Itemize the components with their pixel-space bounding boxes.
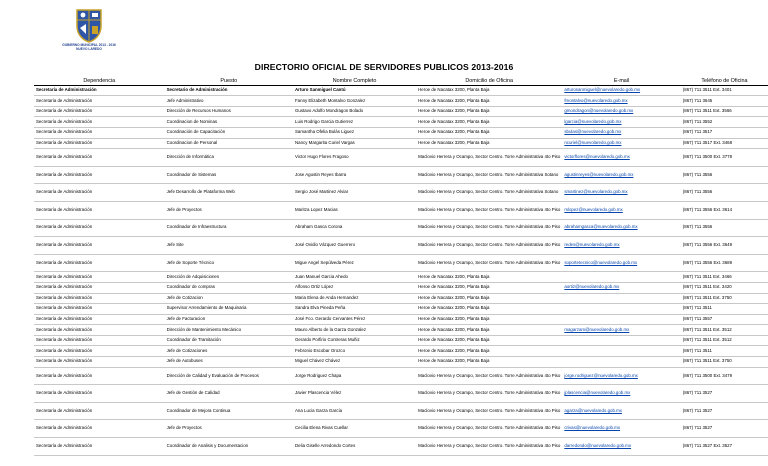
email-link[interactable]: agustinreyes@nuevolaredo.gob.mx xyxy=(562,166,680,184)
email-link[interactable]: soportetecnico@nuevolaredo.gob.mx xyxy=(562,254,680,272)
puesto-cell: Coordinador de compras xyxy=(165,282,293,293)
dependencia-cell: Secretaría de Administración xyxy=(34,149,165,167)
nombre-cell: José Fco. Gerardo Cervantes Pérez xyxy=(293,314,416,325)
email-link[interactable]: smartinez@nuevolaredo.gob.mx xyxy=(562,184,680,202)
table-row xyxy=(34,402,768,420)
domicilio-cell: Heroe de Nacatax 3200, Planta Baja xyxy=(416,127,562,138)
email-link[interactable]: abrahamgasca@nuevolaredo.gob.mx xyxy=(562,219,680,237)
email-link xyxy=(562,357,680,368)
dependencia-cell: Secretaría de Administración xyxy=(34,272,165,283)
nombre-cell: Migue Angel Sepúlveda Pérez xyxy=(293,254,416,272)
nombre-cell: Maria Elena de Anda Hernandez xyxy=(293,293,416,304)
telefono-cell: (867) 711 3556 xyxy=(681,219,768,237)
dependencia-cell: Secretaría de Administración xyxy=(34,96,165,107)
puesto-cell: Jefe de Cotizaciones xyxy=(165,346,293,357)
telefono-cell: (867) 711 3511 Ext. 3401 xyxy=(681,85,768,96)
page-title: DIRECTORIO OFICIAL DE SERVIDORES PUBLICOS 2013-2016 xyxy=(254,62,514,72)
email-link[interactable]: jorge.rodriguez@nuevolaredo.gob.mx xyxy=(562,367,680,385)
table-row xyxy=(34,420,768,438)
dependencia-cell: Secretaría de Administración xyxy=(34,85,165,96)
telefono-cell: (867) 711 3556 Ext. 3614 xyxy=(681,201,768,219)
email-link[interactable]: jplascencia@nuevolaredo.gob.mx xyxy=(562,385,680,403)
email-link[interactable]: fmontalvo@nuevolaredo.gob.mx xyxy=(562,96,680,107)
telefono-cell: (867) 711 3511 Ext. 3512 xyxy=(681,325,768,336)
dependencia-cell: Secretaría de Administración xyxy=(34,438,165,456)
email-link xyxy=(562,335,680,346)
nombre-cell: José Ovidio Vázquez Guerrero xyxy=(293,237,416,255)
telefono-cell: (867) 711 3511 Ext. 3750 xyxy=(681,357,768,368)
table-row xyxy=(34,117,768,128)
header-row xyxy=(34,78,768,85)
telefono-cell: (867) 711 3556 xyxy=(681,184,768,202)
dependencia-cell: Secretaría de Administración xyxy=(34,335,165,346)
domicilio-cell: Maclovio Herrera y Ocampo, Sector Centro. Torre Administrativa 4to Piso xyxy=(416,219,562,237)
telefono-cell: (867) 711 3500 Ext. 3778 xyxy=(681,149,768,167)
puesto-cell: Coordinador de Sistemas xyxy=(165,166,293,184)
table-row xyxy=(34,85,768,96)
puesto-cell: Dirección de Calidad y Evaluación de Procesos xyxy=(165,367,293,385)
table-row xyxy=(34,184,768,202)
telefono-cell: (867) 711 3511 Ext. 3566 xyxy=(681,106,768,117)
domicilio-cell: Heroe de Nacatax 3200, Planta Baja xyxy=(416,325,562,336)
nombre-cell: Samantha Ofelia Bulás Liguez xyxy=(293,127,416,138)
table-row xyxy=(34,272,768,283)
dependencia-cell: Secretaría de Administración xyxy=(34,314,165,325)
puesto-cell: Coordinacion de Nominas xyxy=(165,117,293,128)
dependencia-cell: Secretaría de Administración xyxy=(34,282,165,293)
nombre-cell: Delia Giselle Arredondo Cortes xyxy=(293,438,416,456)
email-link[interactable]: victorflores@nuevolaredo.gob.mx xyxy=(562,149,680,167)
telefono-cell: (867) 711 3511 Ext. 3466 xyxy=(681,272,768,283)
table-row xyxy=(34,282,768,293)
nombre-cell: Juan Manuel Garcia Ahedo xyxy=(293,272,416,283)
dependencia-cell: Secretaría de Administración xyxy=(34,184,165,202)
domicilio-cell: Maclovio Herrera y Ocampo, Sector Centro. Torre Administrativa 4to Piso xyxy=(416,254,562,272)
table-row xyxy=(34,335,768,346)
puesto-cell: Coordinacion de Personal xyxy=(165,138,293,149)
nombre-cell: Fanny Elizabeth Montalvo Gonzalez xyxy=(293,96,416,107)
domicilio-cell: Heroe de Nacatax 3200, Planta Baja xyxy=(416,138,562,149)
table-row xyxy=(34,149,768,167)
domicilio-cell: Heroe de Nacatax 3200, Planta Baja xyxy=(416,304,562,315)
dependencia-cell: Secretaría de Administración xyxy=(34,106,165,117)
email-link[interactable]: lgarcia@nuevolaredo.gob.mx xyxy=(562,117,680,128)
telefono-cell: (867) 711 3552 xyxy=(681,117,768,128)
puesto-cell: Jefe de Proyectos xyxy=(165,420,293,438)
directory-table xyxy=(34,78,768,456)
email-link[interactable]: redes@nuevolaredo.gob.mx xyxy=(562,237,680,255)
city-logo xyxy=(62,8,116,58)
table-body xyxy=(34,85,768,455)
telefono-cell: (867) 711 3527 xyxy=(681,385,768,403)
city-seal-icon xyxy=(74,8,104,44)
telefono-cell: (867) 711 3527 Ext. 3527 xyxy=(681,438,768,456)
puesto-cell: Dirección de Informática xyxy=(165,149,293,167)
nombre-cell: Sandra Elva Pineda Peña xyxy=(293,304,416,315)
telefono-cell: (867) 711 3511 Ext. 3512 xyxy=(681,335,768,346)
puesto-cell: Jefe Desarrollo de Plataforma Web xyxy=(165,184,293,202)
email-link[interactable]: sbulas@nuevolaredo.gob.mx xyxy=(562,127,680,138)
puesto-cell: Dirección de Recursos Humanos xyxy=(165,106,293,117)
dependencia-cell: Secretaría de Administración xyxy=(34,385,165,403)
table-row xyxy=(34,304,768,315)
telefono-cell: (867) 711 3645 xyxy=(681,96,768,107)
nombre-cell: Luis Rodrigo Garcia Gutierrez xyxy=(293,117,416,128)
table-row xyxy=(34,138,768,149)
puesto-cell: Secretario de Administración xyxy=(165,85,293,96)
telefono-cell: (867) 711 3511 xyxy=(681,304,768,315)
table-row xyxy=(34,96,768,107)
domicilio-cell: Heroe de Nacatax 3200, Planta Baja xyxy=(416,117,562,128)
puesto-cell: Coordinador de Analisis y Documentacion xyxy=(165,438,293,456)
telefono-cell: (867) 711 3500 Ext. 3479 xyxy=(681,367,768,385)
telefono-cell: (867) 711 3517 Ext. 3468 xyxy=(681,138,768,149)
dependencia-cell: Secretaría de Administración xyxy=(34,420,165,438)
dependencia-cell: Secretaría de Administración xyxy=(34,254,165,272)
puesto-cell: Coordinador de Tramitación xyxy=(165,335,293,346)
puesto-cell: Jefe de Soporte Técnico xyxy=(165,254,293,272)
table-row xyxy=(34,237,768,255)
nombre-cell: Cecilia Elena Rivas Cuellar xyxy=(293,420,416,438)
dependencia-cell: Secretaría de Administración xyxy=(34,402,165,420)
domicilio-cell: Maclovio Herrera y Ocampo, Sector Centro. Torre Administrativa 4to Piso xyxy=(416,367,562,385)
nombre-cell: Victor Hugo Flores Fragoso xyxy=(293,149,416,167)
domicilio-cell: Maclovio Herrera y Ocampo, Sector Centro. Torre Administrativa Sotano xyxy=(416,166,562,184)
column-header-telefono: Teléfono de Oficina xyxy=(681,78,768,85)
domicilio-cell: Maclovio Herrera y Ocampo, Sector Centro. Torre Administrativa 4to Piso xyxy=(416,149,562,167)
nombre-cell: Alfonso Ortiz López xyxy=(293,282,416,293)
telefono-cell: (867) 711 3527 xyxy=(681,420,768,438)
dependencia-cell: Secretaría de Administración xyxy=(34,166,165,184)
puesto-cell: Coordinador de Mejora Continua xyxy=(165,402,293,420)
dependencia-cell: Secretaría de Administración xyxy=(34,117,165,128)
table-row xyxy=(34,367,768,385)
table-row xyxy=(34,106,768,117)
puesto-cell: Dirección de Mantenimiento Mecánico xyxy=(165,325,293,336)
logo-text-line2: NUEVO LAREDO xyxy=(76,46,102,51)
nombre-cell: Abraham Gasca Corona xyxy=(293,219,416,237)
domicilio-cell: Heroe de Nacatax 3200, Planta Baja xyxy=(416,335,562,346)
domicilio-cell: Heroe de Nacatax 3200, Planta Baja xyxy=(416,282,562,293)
domicilio-cell: Maclovio Herrera y Ocampo, Sector Centro. Torre Administrativa 4to Piso xyxy=(416,438,562,456)
nombre-cell: Ana Lucia Garza García xyxy=(293,402,416,420)
table-row xyxy=(34,314,768,325)
puesto-cell: Supervisor Arrendamiento de Maquinaria xyxy=(165,304,293,315)
table-header xyxy=(34,78,768,85)
puesto-cell: Jefe de Gestión de Calidad xyxy=(165,385,293,403)
puesto-cell: Dirección de Adquisiciones xyxy=(165,272,293,283)
domicilio-cell: Maclovio Herrera y Ocampo, Sector Centro. Torre Administrativa 4to Piso xyxy=(416,385,562,403)
dependencia-cell: Secretaría de Administración xyxy=(34,367,165,385)
domicilio-cell: Heroe de Nacatax 3200, Planta Baja xyxy=(416,346,562,357)
table-row xyxy=(34,357,768,368)
dependencia-cell: Secretaría de Administración xyxy=(34,219,165,237)
table-row xyxy=(34,254,768,272)
column-header-puesto: Puesto xyxy=(165,78,293,85)
nombre-cell: Jorge Rodriguez Chapa xyxy=(293,367,416,385)
domicilio-cell: Heroe de Nacatax 3200, Planta Baja xyxy=(416,357,562,368)
dependencia-cell: Secretaría de Administración xyxy=(34,138,165,149)
domicilio-cell: Maclovio Herrera y Ocampo, Sector Centro. Torre Administrativa Sotano xyxy=(416,184,562,202)
email-link[interactable]: gmondragon@nuevolaredo.gob.mx xyxy=(562,106,680,117)
puesto-cell: Jefe de Facturacion xyxy=(165,314,293,325)
telefono-cell: (867) 711 3517 xyxy=(681,127,768,138)
table-row xyxy=(34,438,768,456)
nombre-cell: Maritza Lopez Macias xyxy=(293,201,416,219)
nombre-cell: Nancy Margarita Curiel Vargas xyxy=(293,138,416,149)
email-link xyxy=(562,304,680,315)
table-row xyxy=(34,219,768,237)
nombre-cell: Gustavo Adolfo Mondragon Bolado xyxy=(293,106,416,117)
email-link[interactable]: magarzam@nuevolaredo.gob.mx xyxy=(562,325,680,336)
email-link[interactable]: arturosanmiguel@nuevolaredo.gob.mx xyxy=(562,85,680,96)
table-row xyxy=(34,293,768,304)
email-link xyxy=(562,272,680,283)
column-header-email: E-mail xyxy=(562,78,680,85)
column-header-domicilio: Domicilio de Oficina xyxy=(416,78,562,85)
nombre-cell: Gerardo Porfirio Contreras Muñiz xyxy=(293,335,416,346)
telefono-cell: (867) 711 3511 xyxy=(681,346,768,357)
nombre-cell: Mauro Alberto de la Garza Gonzalez xyxy=(293,325,416,336)
domicilio-cell: Maclovio Herrera y Ocampo, Sector Centro. Torre Administrativa 4to Piso xyxy=(416,420,562,438)
table-row xyxy=(34,346,768,357)
telefono-cell: (867) 711 3527 xyxy=(681,402,768,420)
telefono-cell: (867) 711 3556 Ext. 3649 xyxy=(681,237,768,255)
puesto-cell: Jefe de Cotizacion xyxy=(165,293,293,304)
column-header-dependencia: Dependencia xyxy=(34,78,165,85)
table-row xyxy=(34,201,768,219)
column-header-nombre: Nombre Completo xyxy=(293,78,416,85)
nombre-cell: Javier Plascencia Vélez xyxy=(293,385,416,403)
telefono-cell: (867) 711 3511 Ext. 3750 xyxy=(681,293,768,304)
dependencia-cell: Secretaría de Administración xyxy=(34,346,165,357)
table-row xyxy=(34,385,768,403)
table-row xyxy=(34,166,768,184)
dependencia-cell: Secretaría de Administración xyxy=(34,127,165,138)
nombre-cell: Febronio Escobar Orozco xyxy=(293,346,416,357)
telefono-cell: (867) 711 3511 Ext. 3420 xyxy=(681,282,768,293)
puesto-cell: Coordinación de Capacitación xyxy=(165,127,293,138)
nombre-cell: Arturo Sanmiguel Cantú xyxy=(293,85,416,96)
domicilio-cell: Heroe de Nacatax 3200, Planta Baja xyxy=(416,272,562,283)
telefono-cell: (867) 711 3557 xyxy=(681,314,768,325)
nombre-cell: Jose Agustin Reyes Ibarra xyxy=(293,166,416,184)
puesto-cell: Jefe Administrativo xyxy=(165,96,293,107)
dependencia-cell: Secretaría de Administración xyxy=(34,237,165,255)
email-link[interactable]: agarza@nuevolaredo.gob.mx xyxy=(562,402,680,420)
domicilio-cell: Heroe de Nacatax 3200, Planta Baja xyxy=(416,106,562,117)
puesto-cell: Coordinador de Infraestructura xyxy=(165,219,293,237)
puesto-cell: Jefe de Autobuses xyxy=(165,357,293,368)
nombre-cell: Sergio José Martinez Alviar xyxy=(293,184,416,202)
domicilio-cell: Heroe de Nacatax 3200, Planta Baja xyxy=(416,96,562,107)
domicilio-cell: Heroe de Nacatax 3200, Planta Baja xyxy=(416,314,562,325)
dependencia-cell: Secretaría de Administración xyxy=(34,201,165,219)
nombre-cell: Miguel Chávez Chávez xyxy=(293,357,416,368)
dependencia-cell: Secretaría de Administración xyxy=(34,304,165,315)
puesto-cell: Jefe Site xyxy=(165,237,293,255)
email-link xyxy=(562,314,680,325)
domicilio-cell: Heroe de Nacatax 3200, Planta Baja xyxy=(416,293,562,304)
email-link[interactable]: ncuriel@nuevolaredo.gob.mx xyxy=(562,138,680,149)
email-link[interactable]: darredondo@nuevolaredo.gob.mx xyxy=(562,438,680,456)
domicilio-cell: Maclovio Herrera y Ocampo, Sector Centro. Torre Administrativa 4to Piso xyxy=(416,402,562,420)
dependencia-cell: Secretaría de Administración xyxy=(34,325,165,336)
table-row xyxy=(34,325,768,336)
email-link xyxy=(562,346,680,357)
email-link xyxy=(562,293,680,304)
telefono-cell: (867) 711 3556 Ext. 3689 xyxy=(681,254,768,272)
email-link[interactable]: mlopez@nuevolaredo.gob.mx xyxy=(562,201,680,219)
telefono-cell: (867) 711 3556 xyxy=(681,166,768,184)
puesto-cell: Jefe de Proyectos xyxy=(165,201,293,219)
domicilio-cell: Maclovio Herrera y Ocampo, Sector Centro. Torre Administrativa 4to Piso xyxy=(416,237,562,255)
email-link[interactable]: aortiz@nuevolaredo.gob.mx xyxy=(562,282,680,293)
table-row xyxy=(34,127,768,138)
dependencia-cell: Secretaría de Administración xyxy=(34,293,165,304)
domicilio-cell: Heroe de Nacatax 3200, Planta Baja xyxy=(416,85,562,96)
domicilio-cell: Maclovio Herrera y Ocampo, Sector Centro. Torre Administrativa 4to Piso xyxy=(416,201,562,219)
email-link[interactable]: crivas@nuevolaredo.gob.mx xyxy=(562,420,680,438)
logo-text-line1: GOBIERNO MUNICIPAL 2013 - 2016 xyxy=(62,43,116,47)
dependencia-cell: Secretaría de Administración xyxy=(34,357,165,368)
